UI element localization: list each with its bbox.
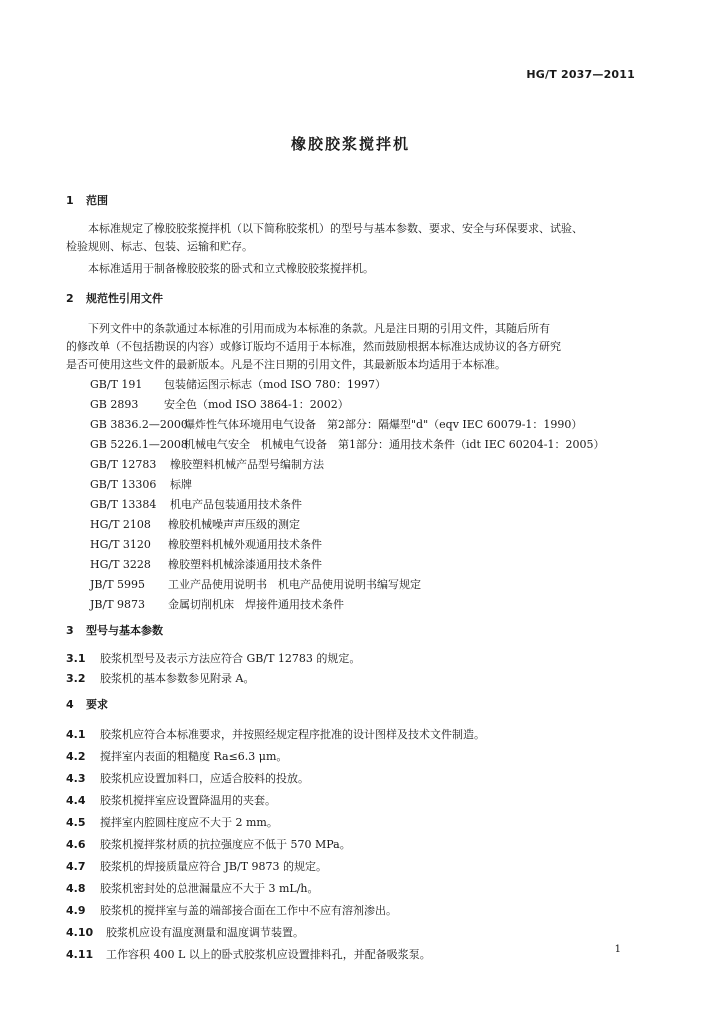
reference-title: 爆炸性气体环境用电气设备 第2部分：隔爆型"d"（eqv IEC 60079-1：1990） [184,418,583,431]
reference-title: 橡胶塑料机械产品型号编制方法 [170,458,324,471]
reference-code: GB/T 191 [90,378,143,391]
reference-item [90,538,322,552]
section-1-heading [66,194,108,208]
reference-code: GB 2893 [90,398,139,411]
reference-title: 工业产品使用说明书 机电产品使用说明书编写规定 [168,578,421,591]
paragraph-line: 下列文件中的条款通过本标准的引用而成为本标准的条款。凡是注日期的引用文件，其随后所有 [88,322,550,335]
section-title: 要求 [86,698,108,711]
clause-item [66,728,485,742]
paragraph-line: 本标准适用于制备橡胶胶浆的卧式和立式橡胶胶浆搅拌机。 [88,262,374,275]
clause-text: 胶浆机应设置加料口，应适合胶料的投放。 [100,772,309,785]
paragraph-line: 检验规则、标志、包装、运输和贮存。 [66,240,253,253]
reference-code: GB 3836.2—2000 [90,418,188,431]
reference-title: 机械电气安全 机械电气设备 第1部分：通用技术条件（idt IEC 60204-1：2005） [184,438,605,451]
reference-item [90,518,300,532]
reference-code: HG/T 3228 [90,558,151,571]
clause-item [66,882,319,896]
standard-code: HG/T 2037—2011 [526,68,635,81]
clause-item [66,904,397,918]
reference-code: GB/T 13306 [90,478,157,491]
clause-item [66,838,351,852]
clause-text: 胶浆机应设有温度测量和温度调节装置。 [106,926,304,939]
clause-item [66,948,431,962]
clause-text: 胶浆机的搅拌室与盖的端部接合面在工作中不应有溶剂渗出。 [100,904,397,917]
reference-code: GB/T 12783 [90,458,157,471]
reference-title: 安全色（mod ISO 3864-1：2002） [164,398,349,411]
clause-text: 胶浆机密封处的总泄漏量应不大于 3 mL/h。 [100,882,319,895]
reference-code: GB 5226.1—2008 [90,438,188,451]
paragraph-line: 本标准规定了橡胶胶浆搅拌机（以下简称胶浆机）的型号与基本参数、要求、安全与环保要求、试验、 [88,222,583,235]
clause-number: 4.4 [66,794,86,807]
reference-item [90,598,344,612]
reference-code: JB/T 5995 [90,578,146,591]
reference-item [90,378,386,392]
clause-text: 搅拌室内表面的粗糙度 Ra≤6.3 μm。 [100,750,288,763]
reference-item [90,498,302,512]
reference-code: GB/T 13384 [90,498,157,511]
section-2-heading [66,292,163,306]
clause-item [66,816,278,830]
reference-item [90,578,421,592]
reference-title: 橡胶塑料机械外观通用技术条件 [168,538,322,551]
section-title: 范围 [86,194,108,207]
reference-item [90,398,349,412]
clause-text: 胶浆机搅拌浆材质的抗拉强度应不低于 570 MPa。 [100,838,351,851]
section-3-heading [66,624,163,638]
reference-title: 包装储运图示标志（mod ISO 780：1997） [164,378,386,391]
section-title: 规范性引用文件 [86,292,163,305]
clause-number: 4.9 [66,904,86,917]
clause-number: 4.2 [66,750,86,763]
paragraph-line: 是否可使用这些文件的最新版本。凡是不注日期的引用文件，其最新版本均适用于本标准。 [66,358,506,371]
clause-text: 搅拌室内腔圆柱度应不大于 2 mm。 [100,816,278,829]
reference-item [90,438,604,452]
reference-code: HG/T 2108 [90,518,151,531]
clause-item [66,794,276,808]
clause-text: 工作容积 400 L 以上的卧式胶浆机应设置排料孔，并配备吸浆泵。 [106,948,431,961]
clause-number: 4.1 [66,728,86,741]
document-title: 橡胶胶浆搅拌机 [290,135,410,153]
clause-text: 胶浆机搅拌室应设置降温用的夹套。 [100,794,276,807]
clause-item [66,750,287,764]
clause-number: 4.3 [66,772,86,785]
clause-number: 4.8 [66,882,86,895]
reference-title: 标牌 [170,478,192,491]
reference-item [90,458,324,472]
page-number: 1 [614,944,621,955]
section-number: 4 [66,698,74,711]
section-4-heading [66,698,108,712]
clause-item [66,772,309,786]
section-number: 1 [66,194,74,207]
clause-number: 4.7 [66,860,86,873]
section-title: 型号与基本参数 [86,624,163,637]
clause-item [66,926,304,940]
clause-item [66,860,327,874]
reference-code: HG/T 3120 [90,538,151,551]
clause-number: 4.5 [66,816,86,829]
clause-number: 4.6 [66,838,86,851]
clause-text: 胶浆机应符合本标准要求，并按照经规定程序批准的设计图样及技术文件制造。 [100,728,485,741]
reference-item [90,418,582,432]
clause-number: 3.1 [66,652,86,665]
clause-text: 胶浆机型号及表示方法应符合 GB/T 12783 的规定。 [100,652,361,665]
reference-code: JB/T 9873 [90,598,146,611]
reference-title: 橡胶机械噪声声压级的测定 [168,518,300,531]
clause-text: 胶浆机的焊接质量应符合 JB/T 9873 的规定。 [100,860,328,873]
clause-number: 4.10 [66,926,94,939]
reference-item [90,478,192,492]
paragraph-line: 的修改单（不包括勘误的内容）或修订版均不适用于本标准，然而鼓励根据本标准达成协议的各方研究 [66,340,561,353]
reference-title: 机电产品包装通用技术条件 [170,498,302,511]
clause-number: 4.11 [66,948,94,961]
section-number: 3 [66,624,74,637]
clause-item [66,672,254,686]
section-number: 2 [66,292,74,305]
clause-number: 3.2 [66,672,86,685]
reference-title: 橡胶塑料机械涂漆通用技术条件 [168,558,322,571]
clause-text: 胶浆机的基本参数参见附录 A。 [100,672,255,685]
reference-title: 金属切削机床 焊接件通用技术条件 [168,598,344,611]
clause-item [66,652,360,666]
reference-item [90,558,322,572]
